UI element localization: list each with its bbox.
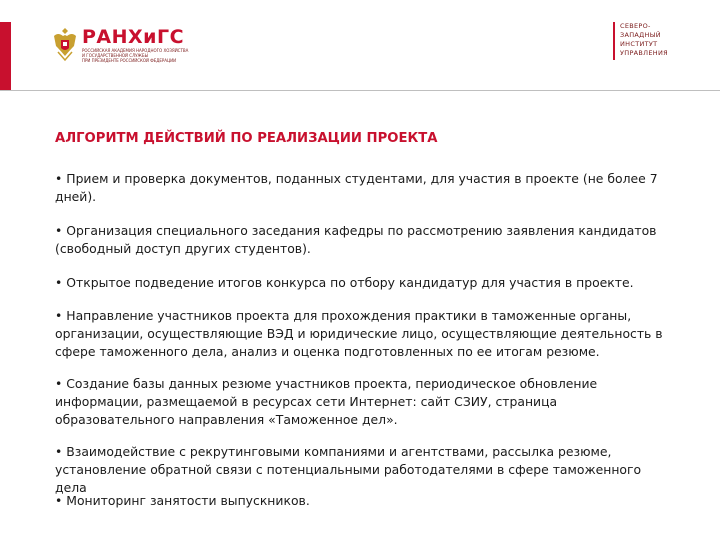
ranepa-logo bbox=[52, 26, 212, 66]
institute-line: ЗАПАДНЫЙ bbox=[620, 31, 661, 39]
left-accent-bar bbox=[0, 22, 11, 90]
list-item: • Мониторинг занятости выпускников. bbox=[55, 493, 310, 508]
header-divider bbox=[0, 90, 720, 91]
eagle-emblem-icon bbox=[52, 26, 78, 62]
logo-subtitle bbox=[82, 48, 212, 63]
logo-subtitle-line: И ГОСУДАРСТВЕННОЙ СЛУЖБЫ bbox=[82, 53, 149, 58]
page-title: АЛГОРИТМ ДЕЙСТВИЙ ПО РЕАЛИЗАЦИИ ПРОЕКТА bbox=[55, 131, 438, 146]
list-item: • Направление участников проекта для прохождения практики в таможенные органы, организации, осуществляющие ВЭД и юридические лицо, осуществляющие деятельность в сфере таможенного дела, анализ и оценка подготовленных по ее итогам резюме. bbox=[55, 308, 663, 359]
list-item: • Взаимодействие с рекрутинговыми компаниями и агентствами, рассылка резюме, установление обратной связи с потенциальными работодателями в сфере таможенного дела bbox=[55, 444, 642, 495]
list-item: • Прием и проверка документов, поданных студентами, для участия в проекте (не более 7 дней). bbox=[55, 171, 658, 204]
list-item: • Открытое подведение итогов конкурса по отбору кандидатур для участия в проекте. bbox=[55, 275, 634, 290]
list-item: • Создание базы данных резюме участников проекта, периодическое обновление информации, размещаемой в ресурсах сети Интернет: сайт СЗИУ, страница образовательного направления «Таможенное дел». bbox=[55, 376, 598, 427]
institute-logo bbox=[613, 22, 668, 60]
list-item: • Организация специального заседания кафедры по рассмотрению заявления кандидатов (свободный доступ других студентов). bbox=[55, 223, 657, 256]
institute-line: СЕВЕРО- bbox=[620, 22, 651, 30]
logo-subtitle-line: РОССИЙСКАЯ АКАДЕМИЯ НАРОДНОГО ХОЗЯЙСТВА bbox=[82, 48, 189, 53]
logo-subtitle-line: ПРИ ПРЕЗИДЕНТЕ РОССИЙСКОЙ ФЕДЕРАЦИИ bbox=[82, 58, 177, 63]
institute-line: УПРАВЛЕНИЯ bbox=[620, 49, 668, 57]
logo-name: РАНХиГС bbox=[82, 26, 185, 48]
institute-line: ИНСТИТУТ bbox=[620, 40, 658, 48]
